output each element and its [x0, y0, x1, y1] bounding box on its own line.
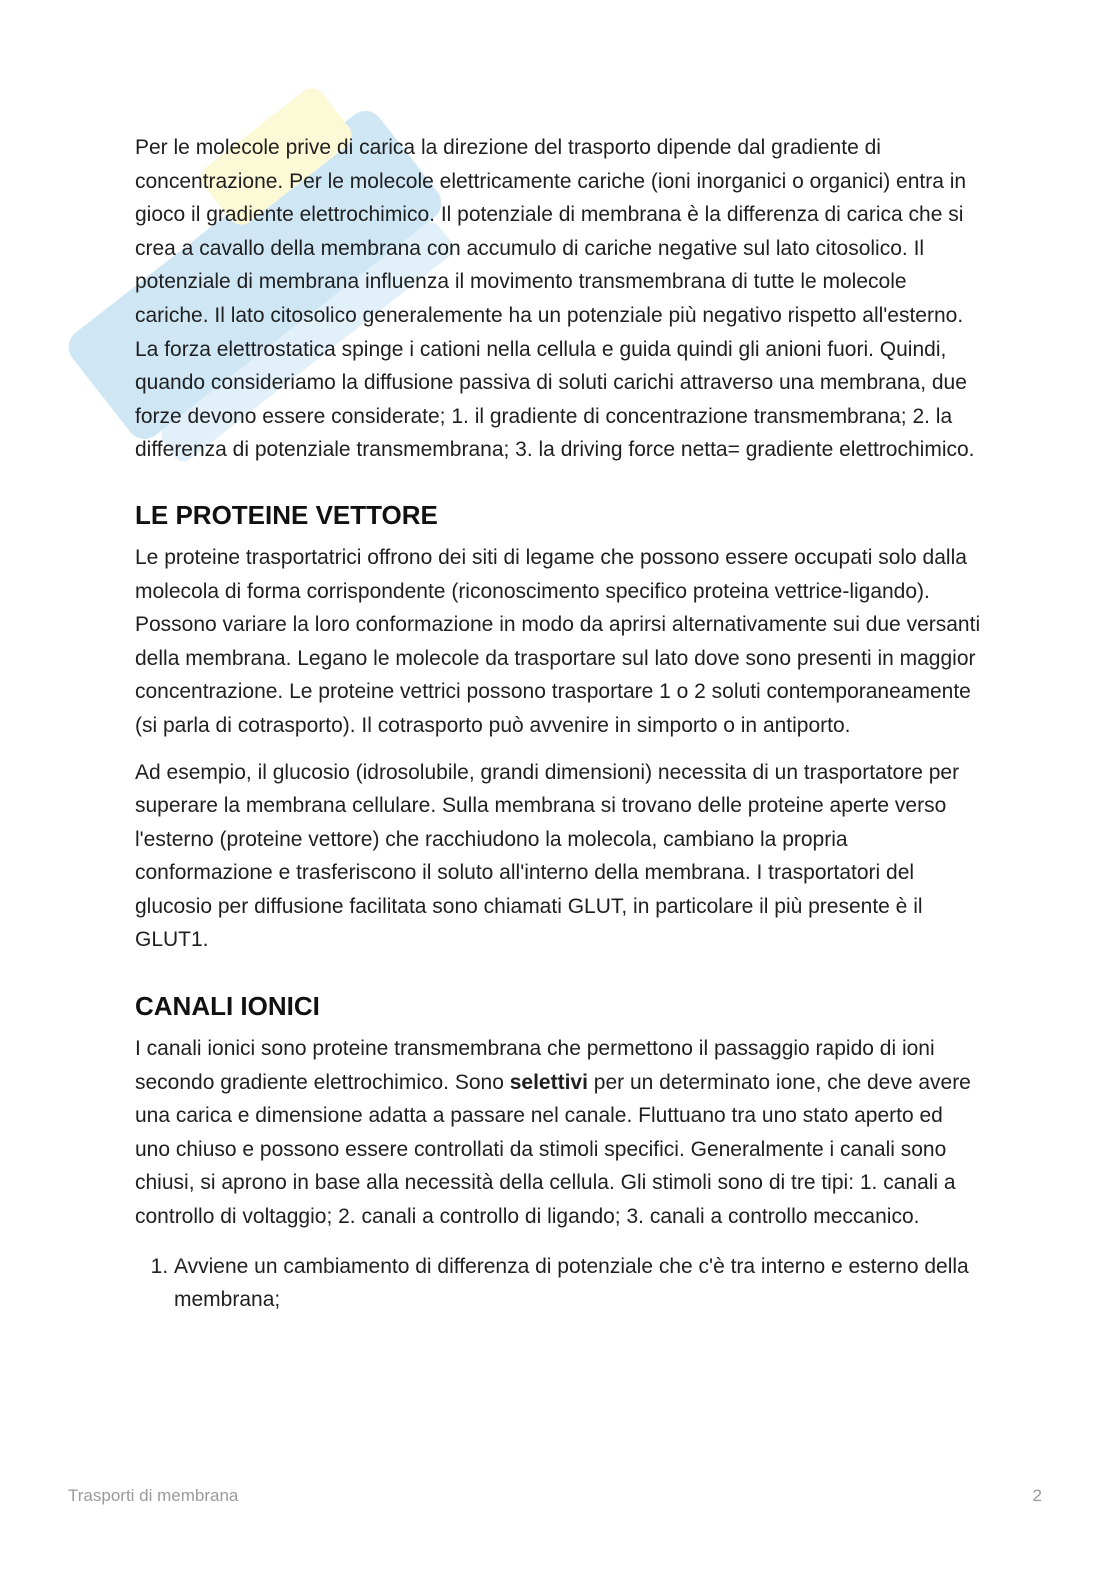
bold-selettivi: selettivi — [509, 1070, 588, 1094]
stimuli-list — [135, 1250, 983, 1317]
heading-canali-ionici: CANALI IONICI — [135, 991, 320, 1022]
canali-text-start: I canali ionici sono proteine transmembrana che permettono il passaggio rapido di ioni secondo gradiente elettrochimico. Sono — [135, 1037, 935, 1094]
page-number: 2 — [1032, 1486, 1042, 1505]
page-footer — [68, 1486, 1042, 1506]
intro-paragraph: Per le molecole prive di carica la direzione del trasporto dipende dal gradiente di concentrazione. Per le molecole elettricamente cariche (ioni inorganici o organici) entra in gioco il gradiente elettrochimico. Il potenziale di membrana è la differenza di carica che si crea a cavallo della membrana con accumulo di cariche negative sul lato citosolico. Il potenziale di membrana influenza il movimento transmembrana di tutte le molecole cariche. Il lato citosolico generalemente ha un potenziale più negativo rispetto all'esterno. La forza elettrostatica spinge i cationi nella cellula e guida quindi gli anioni fuori. Quindi, quando consideriamo la diffusione passiva di soluti carichi attraverso una membrana, due forze devono essere considerate; 1. il gradiente di concentrazione transmembrana; 2. la differenza di potenziale transmembrana; 3. la driving force netta= gradiente elettrochimico. — [135, 136, 975, 462]
canali-paragraph — [135, 1032, 983, 1234]
page-content — [135, 131, 983, 1317]
footer-title: Trasporti di membrana — [68, 1486, 239, 1505]
canali-text-end: per un determinato ione, che deve avere una carica e dimensione adatta a passare nel canale. Fluttuano tra uno stato aperto ed uno chiuso e possono essere controllati da stimoli specifici. Generalmente i canali sono chiusi, si aprono in base alla necessità della cellula. Gli stimoli sono di tre tipi: 1. canali a controllo di voltaggio; 2. canali a controllo di ligando; 3. canali a controllo meccanico. — [135, 1070, 971, 1229]
proteine-paragraph-1: Le proteine trasportatrici offrono dei siti di legame che possono essere occupati solo dalla molecola di forma corrispondente (riconoscimento specifico proteina vettrice-ligando). Possono variare la loro conformazione in modo da aprirsi alternativamente sui due versanti della membrana. Legano le molecole da trasportare sul lato dove sono presenti in maggior concentrazione. Le proteine vettrici possono trasportare 1 o 2 soluti contemporaneamente (si parla di cotrasporto). Il cotrasporto può avvenire in simporto o in antiporto. — [135, 545, 981, 737]
proteine-paragraph-2: Ad esempio, il glucosio (idrosolubile, grandi dimensioni) necessita di un trasportatore per superare la membrana cellulare. Sulla membrana si trovano delle proteine aperte verso l'esterno (proteine vettore) che racchiudono la molecola, cambiano la propria conformazione e trasferiscono il soluto all'interno della membrana. I trasportatori del glucosio per diffusione facilitata sono chiamati GLUT, in particolare il più presente è il GLUT1. — [135, 760, 960, 952]
heading-proteine-vettore: LE PROTEINE VETTORE — [135, 499, 438, 530]
list-item: 1. Avviene un cambiamento di differenza di potenziale che c'è tra interno e esterno della membrana; — [174, 1250, 983, 1317]
